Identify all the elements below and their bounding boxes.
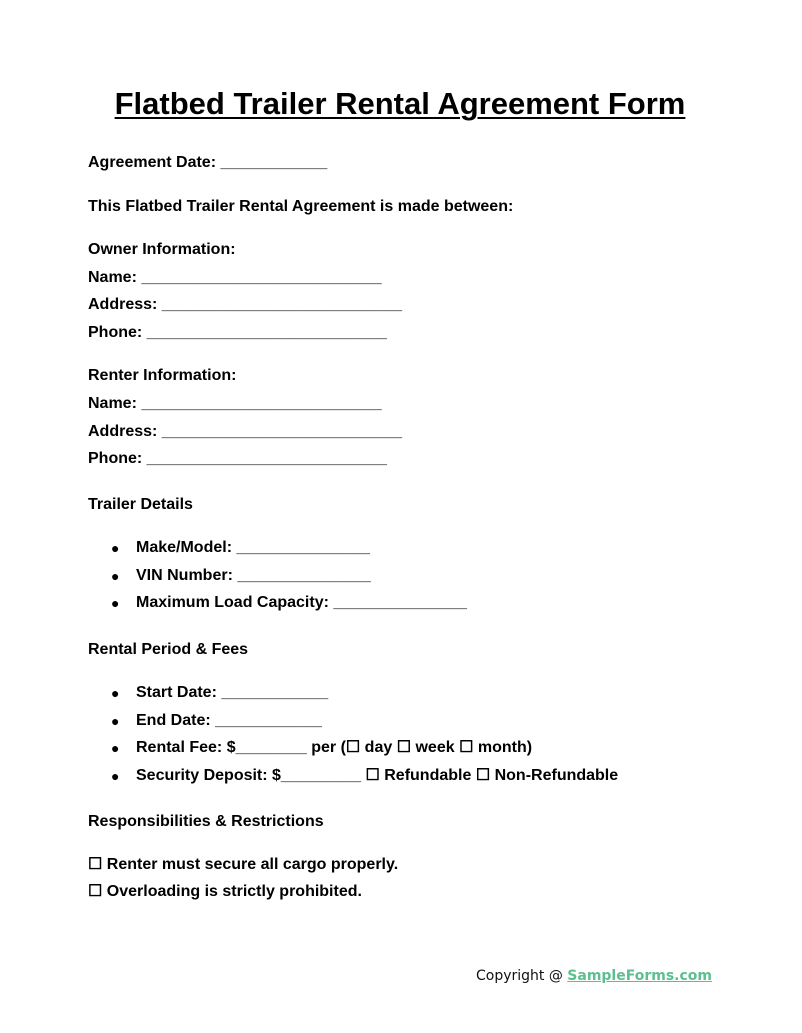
bullet-icon: ● xyxy=(111,768,120,784)
responsibilities-heading: Responsibilities & Restrictions xyxy=(88,813,324,830)
trailer-make-model: Make/Model: _______________ xyxy=(136,539,370,556)
responsibility-overloading: ☐ Overloading is strictly prohibited. xyxy=(88,883,362,900)
agreement-date-field: Agreement Date: ____________ xyxy=(88,154,328,171)
bullet-icon: ● xyxy=(111,568,120,584)
bullet-icon: ● xyxy=(111,540,120,556)
responsibility-cargo: ☐ Renter must secure all cargo properly. xyxy=(88,856,399,873)
bullet-icon: ● xyxy=(111,713,120,729)
rental-start-date: Start Date: ____________ xyxy=(136,684,329,701)
security-deposit: Security Deposit: $_________ ☐ Refundable ☐ Non-Refundable xyxy=(136,767,619,784)
renter-name-field: Name: ___________________________ xyxy=(88,395,382,412)
page-title: Flatbed Trailer Rental Agreement Form xyxy=(114,86,686,121)
intro-text: This Flatbed Trailer Rental Agreement is made between: xyxy=(88,198,514,215)
rental-end-date: End Date: ____________ xyxy=(136,712,322,729)
renter-address-field: Address: ___________________________ xyxy=(88,423,403,440)
sampleforms-link[interactable]: SampleForms.com xyxy=(567,968,712,984)
bullet-icon: ● xyxy=(111,595,120,611)
trailer-vin: VIN Number: _______________ xyxy=(136,567,371,584)
owner-address-field: Address: ___________________________ xyxy=(88,296,403,313)
owner-heading: Owner Information: xyxy=(88,241,236,258)
renter-phone-field: Phone: ___________________________ xyxy=(88,450,387,467)
trailer-max-load: Maximum Load Capacity: _______________ xyxy=(136,594,467,611)
rental-fee: Rental Fee: $________ per (☐ day ☐ week ☐ month) xyxy=(136,739,533,756)
renter-heading: Renter Information: xyxy=(88,367,237,384)
bullet-icon: ● xyxy=(111,685,120,701)
owner-name-field: Name: ___________________________ xyxy=(88,269,382,286)
copyright-footer xyxy=(476,966,712,986)
rental-heading: Rental Period & Fees xyxy=(88,641,249,658)
bullet-icon: ● xyxy=(111,740,120,756)
owner-phone-field: Phone: ___________________________ xyxy=(88,324,387,341)
trailer-heading: Trailer Details xyxy=(88,496,193,513)
copyright-text: Copyright @ xyxy=(475,968,568,984)
